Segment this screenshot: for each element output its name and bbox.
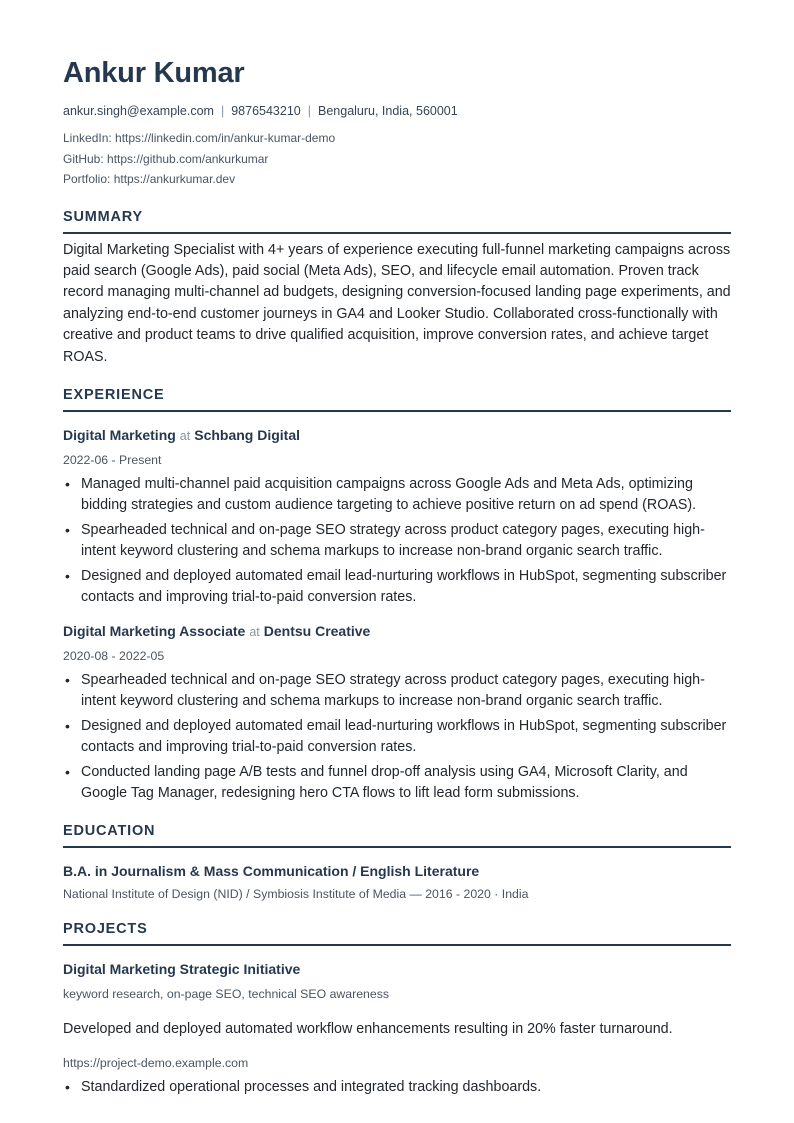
bullet-icon: • [65,763,70,780]
project-url-link[interactable]: https://project-demo.example.com [63,1055,249,1070]
job-header [63,622,731,641]
summary-text: Digital Marketing Specialist with 4+ years of experience executing full-funnel marketing campaigns across paid search (Google Ads), paid social (Meta Ads), SEO, and lifecycle email automation. Proven track record managing multi-channel ad budgets, designing conversion-focused landing page experiments, and analyzing end-to-end customer journeys in GA4 and Looker Studio. Collaborated cross-functionally with creative and product teams to drive qualified acquisition, improve conversion rates, and achieve target ROAS. [63,241,731,365]
projects-heading: PROJECTS [63,920,731,946]
linkedin-link[interactable]: LinkedIn: https://linkedin.com/in/ankur-kumar-demo [63,131,336,145]
project-tech: keyword research, on-page SEO, technical SEO awareness [63,986,390,1001]
bullet-text: Conducted landing page A/B tests and funnel drop-off analysis using GA4, Microsoft Clarity, and Google Tag Manager, redesigning hero CTA flows to lift lead form submissions. [81,763,688,801]
job-at-label: at [249,624,260,639]
job-entry [63,622,731,804]
bullet-icon: • [65,717,70,734]
job-entry [63,426,731,608]
contact-separator: | [307,104,311,118]
job-company: Schbang Digital [194,426,301,443]
job-dates: 2020-08 - 2022-05 [63,648,165,663]
contact-separator: | [220,104,225,118]
contact-line [63,103,731,120]
email-link[interactable]: ankur.singh@example.com [63,104,214,118]
bullet-text: Spearheaded technical and on-page SEO strategy across product category pages, executing high-intent keyword clustering and schema markups to increase non-brand organic search traffic. [81,671,705,709]
project-name: Digital Marketing Strategic Initiative [63,960,301,977]
bullet-item [63,566,731,608]
bullet-item [63,670,731,712]
summary-heading: SUMMARY [63,208,731,234]
education-degree: B.A. in Journalism & Mass Communication / English Literature [63,862,480,879]
job-dates: 2022-06 - Present [63,452,162,467]
bullet-icon: • [65,1078,70,1095]
bullet-text: Designed and deployed automated email lead-nurturing workflows in HubSpot, segmenting subscriber contacts and improving trial-to-paid conversion rates. [81,717,727,755]
bullet-item [63,1077,731,1098]
bullet-icon: • [65,567,70,584]
education-heading: EDUCATION [63,822,731,848]
job-header [63,426,731,445]
job-role: Digital Marketing Associate [63,622,246,639]
bullet-icon: • [65,521,70,538]
bullet-icon: • [65,671,70,688]
candidate-name: Ankur Kumar [63,57,245,89]
bullet-item [63,762,731,804]
github-link[interactable]: GitHub: https://github.com/ankurkumar [63,151,269,166]
experience-heading: EXPERIENCE [63,386,731,412]
job-bullets [63,670,731,804]
job-at-label: at [179,428,191,443]
profile-links [63,128,731,190]
bullet-text: Standardized operational processes and integrated tracking dashboards. [81,1078,542,1095]
location: Bengaluru, India, 560001 [318,104,458,118]
job-role: Digital Marketing [63,426,176,443]
education-details: National Institute of Design (NID) / Symbiosis Institute of Media — 2016 - 2020 · India [63,886,529,901]
bullet-item [63,716,731,758]
bullet-item [63,474,731,516]
job-bullets [63,474,731,608]
bullet-icon: • [65,475,70,492]
project-description: Developed and deployed automated workflow enhancements resulting in 20% faster turnaround. [63,1020,673,1037]
bullet-text: Designed and deployed automated email lead-nurturing workflows in HubSpot, segmenting subscriber contacts and improving trial-to-paid conversion rates. [81,567,727,605]
portfolio-link[interactable]: Portfolio: https://ankurkumar.dev [63,172,236,186]
phone-number: 9876543210 [231,104,301,118]
bullet-text: Managed multi-channel paid acquisition campaigns across Google Ads and Meta Ads, optimizing bidding strategies and custom audience targeting to achieve positive return on ad spend (ROAS). [81,475,697,513]
bullet-item [63,520,731,562]
project-bullets [63,1077,731,1098]
bullet-text: Spearheaded technical and on-page SEO strategy across product category pages, executing high-intent keyword clustering and schema markups to increase non-brand organic search traffic. [81,521,705,559]
resume-page [63,56,731,1102]
job-company: Dentsu Creative [263,622,371,639]
